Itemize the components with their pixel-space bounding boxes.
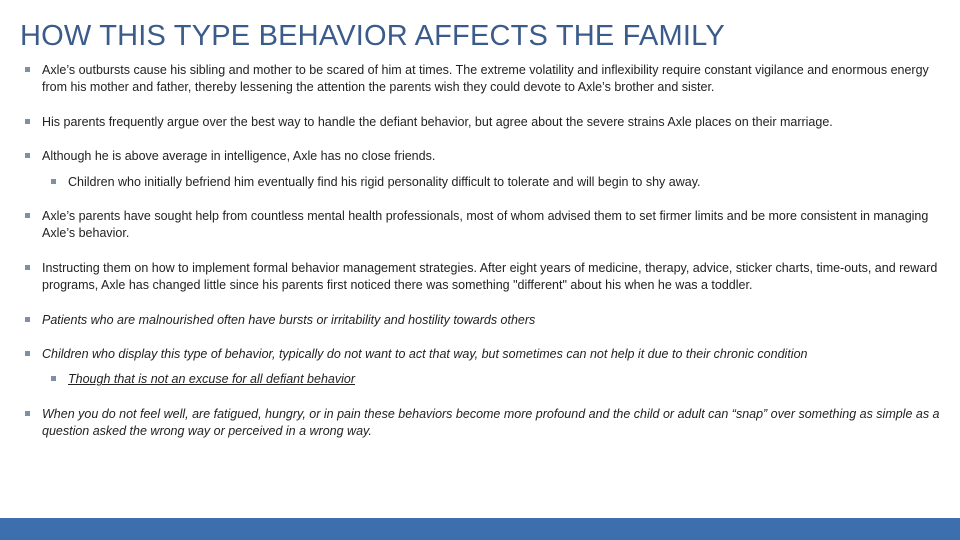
square-bullet-icon	[25, 67, 30, 72]
bullet-item	[24, 406, 944, 441]
bullet-item	[24, 260, 944, 295]
bullet-item	[24, 312, 944, 329]
bullet-item	[24, 114, 944, 131]
slide-title: HOW THIS TYPE BEHAVIOR AFFECTS THE FAMILY	[20, 20, 725, 52]
footer-accent-bar	[0, 518, 960, 540]
bullet-text: Children who initially befriend him eventually find his rigid personality difficult to tolerate and will begin to shy away.	[68, 174, 701, 189]
bullet-text: When you do not feel well, are fatigued, hungry, or in pain these behaviors become more profound and the child or adult can “snap” over something as simple as a question asked the wrong way or perceived in a wrong way.	[42, 406, 940, 439]
bullet-text: Children who display this type of behavior, typically do not want to act that way, but sometimes can not help it due to their chronic condition	[42, 347, 808, 362]
sub-bullet-item	[50, 174, 944, 191]
bullet-text: Though that is not an excuse for all defiant behavior	[68, 372, 355, 387]
bullet-text: Although he is above average in intelligence, Axle has no close friends.	[42, 149, 436, 164]
square-bullet-icon	[25, 265, 30, 270]
bullet-text: Patients who are malnourished often have bursts or irritability and hostility towards others	[42, 312, 536, 327]
bullet-text: His parents frequently argue over the best way to handle the defiant behavior, but agree about the severe strains Axle places on their marriage.	[42, 114, 833, 129]
bullet-list	[24, 62, 944, 441]
bullet-text: Axle’s outbursts cause his sibling and mother to be scared of him at times. The extreme volatility and inflexibility require constant vigilance and enormous energy from his mother and father, thereby lessening the attention the parents wish they could devote to Axle’s brother and sister.	[42, 63, 929, 95]
square-bullet-icon	[25, 213, 30, 218]
square-bullet-icon	[25, 351, 30, 356]
square-bullet-icon	[51, 179, 56, 184]
bullet-text: Axle’s parents have sought help from countless mental health professionals, most of whom advised them to set firmer limits and be more consistent in managing Axle’s behavior.	[42, 209, 929, 241]
bullet-item	[24, 62, 944, 97]
square-bullet-icon	[25, 119, 30, 124]
bullet-text: Instructing them on how to implement formal behavior management strategies. After eight years of medicine, therapy, advice, sticker charts, time-outs, and reward programs, Axle has changed little since his parents first noticed there was something "different" about his when he was a toddler.	[42, 260, 938, 293]
bullet-item	[24, 148, 944, 165]
square-bullet-icon	[25, 317, 30, 322]
sub-bullet-item	[50, 371, 944, 388]
bullet-item	[24, 346, 944, 363]
square-bullet-icon	[51, 376, 56, 381]
square-bullet-icon	[25, 153, 30, 158]
square-bullet-icon	[25, 411, 30, 416]
bullet-item	[24, 208, 944, 243]
